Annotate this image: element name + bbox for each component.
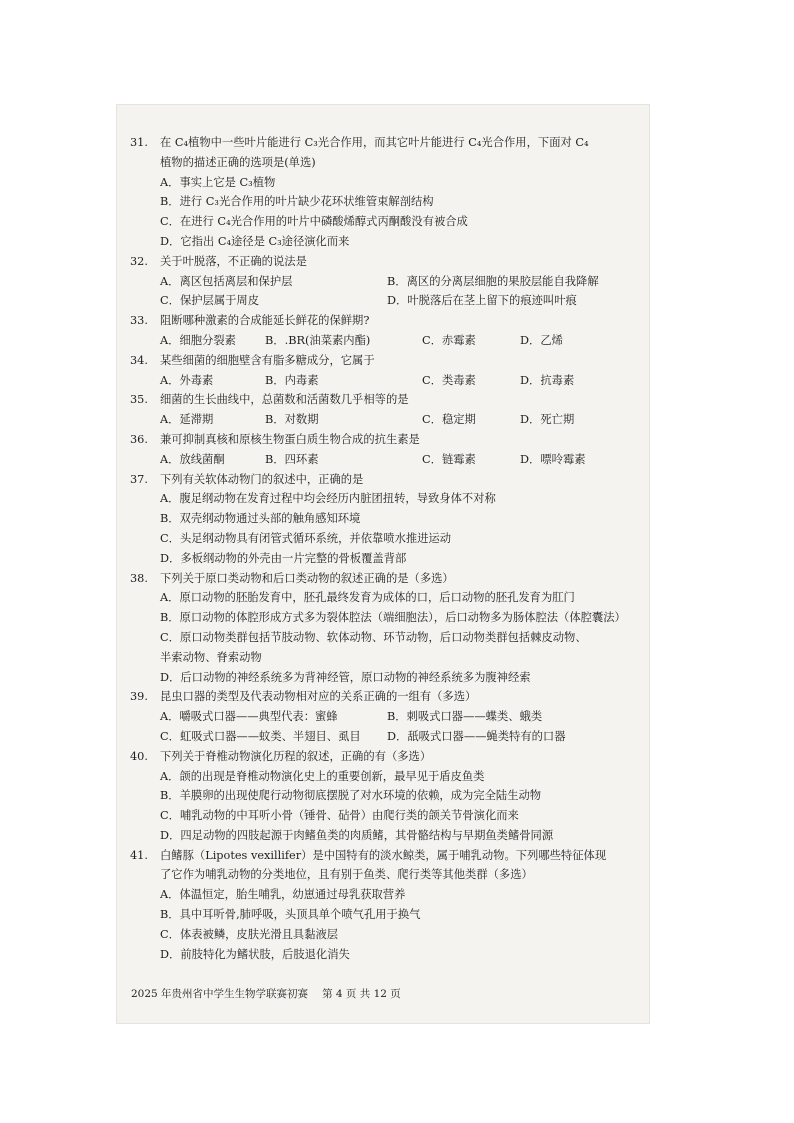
option-a: A．细胞分裂素 xyxy=(160,333,236,347)
option-c: C．链霉素 xyxy=(422,452,476,466)
question-34 xyxy=(130,351,642,391)
question-stem xyxy=(130,470,642,490)
option-a: A．嚼吸式口器——典型代表：蜜蜂 xyxy=(160,710,338,724)
question-number: 35. xyxy=(130,393,148,407)
question-text: 昆虫口器的类型及代表动物相对应的关系正确的一组有（多选） xyxy=(160,690,477,704)
option-a: A．放线菌酮 xyxy=(160,452,225,466)
question-number: 40. xyxy=(130,749,148,763)
option-b: B．对数期 xyxy=(265,413,319,427)
question-stem xyxy=(130,747,642,767)
question-33 xyxy=(130,311,642,351)
option-a: A．延滞期 xyxy=(160,413,214,427)
question-text: 兼可抑制真核和原核生物蛋白质生物合成的抗生素是 xyxy=(160,432,420,446)
question-35 xyxy=(130,390,642,430)
option-b: B．羊膜卵的出现使爬行动物彻底摆脱了对水环境的依赖，成为完全陆生动物 xyxy=(160,789,542,803)
question-stem xyxy=(130,311,642,331)
option-row xyxy=(130,450,642,470)
option-c: C．头足纲动物具有闭管式循环系统，并依靠喷水推进运动 xyxy=(160,531,452,545)
option-c: C．体表被鳞，皮肤光滑且具黏液层 xyxy=(160,927,339,941)
option-c: C．在进行 C₄光合作用的叶片中磷酸烯醇式丙酮酸没有被合成 xyxy=(160,215,468,229)
question-number: 38. xyxy=(130,571,148,585)
option-row xyxy=(130,291,642,311)
option-b: B．.BR(油菜素内酯) xyxy=(265,333,371,347)
question-37 xyxy=(130,470,642,569)
option-d: D．它指出 C₄途径是 C₃途径演化而来 xyxy=(160,234,350,248)
question-31 xyxy=(130,133,642,252)
option-row xyxy=(130,707,642,727)
option-row xyxy=(130,272,642,292)
exam-title: 2025 年贵州省中学生生物学联赛初赛 xyxy=(131,988,309,1000)
question-text: 下列关于脊椎动物演化历程的叙述，正确的有（多选） xyxy=(160,749,432,763)
option-b: B．离区的分离层细胞的果胶层能自我降解 xyxy=(387,274,599,288)
question-list xyxy=(130,133,642,964)
question-stem xyxy=(130,687,642,707)
question-text: 某些细菌的细胞壁含有脂多糖成分，它属于 xyxy=(160,353,375,367)
question-stem xyxy=(130,569,642,589)
question-text: 在 C₄植物中一些叶片能进行 C₃光合作用，而其它叶片能进行 C₄光合作用，下面对 C₄ xyxy=(160,136,589,149)
option-c: C．类毒素 xyxy=(422,373,476,387)
option-c: C．原口动物类群包括节肢动物、软体动物、环节动物，后口动物类群包括棘皮动物、 xyxy=(160,630,587,644)
option-b: B．四环素 xyxy=(265,452,319,466)
option-d: D．后口动物的神经系统多为背神经管，原口动物的神经系统多为腹神经索 xyxy=(160,670,531,684)
question-text: 细菌的生长曲线中，总菌数和活菌数几乎相等的是 xyxy=(160,393,409,407)
question-text: 下列有关软体动物门的叙述中，正确的是 xyxy=(160,472,364,486)
option-a: A．体温恒定，胎生哺乳，幼崽通过母乳获取营养 xyxy=(160,888,406,902)
question-number: 34. xyxy=(130,353,148,367)
question-text-continued: 了它作为哺乳动物的分类地位，且有别于鱼类、爬行类等其他类群（多选） xyxy=(160,868,533,882)
option-b: B．具中耳听骨,肺呼吸，头顶具单个喷气孔用于换气 xyxy=(160,908,421,922)
question-number: 33. xyxy=(130,314,148,328)
option-d: D．抗毒素 xyxy=(520,373,575,387)
option-c-continued: 半索动物、脊索动物 xyxy=(160,650,262,664)
exam-page xyxy=(117,105,649,1023)
question-number: 37. xyxy=(130,472,148,486)
question-36 xyxy=(130,430,642,470)
option-row xyxy=(130,727,642,747)
option-c: C．哺乳动物的中耳听小骨（锤骨、砧骨）由爬行类的颌关节骨演化而来 xyxy=(160,809,519,823)
option-d: D．舐吸式口器——蝇类特有的口器 xyxy=(387,729,566,743)
question-text: 阻断哪种激素的合成能延长鲜花的保鲜期? xyxy=(160,314,370,328)
question-number: 32. xyxy=(130,254,148,268)
option-d: D．死亡期 xyxy=(520,413,575,427)
option-d: D．嘌呤霉素 xyxy=(520,452,586,466)
option-d: D．前肢特化为鳍状肢，后肢退化消失 xyxy=(160,947,350,961)
question-text: 白鳍豚（Lipotes vexillifer）是中国特有的淡水鲸类，属于哺乳动物。下列哪些特征体现 xyxy=(160,848,607,862)
option-row xyxy=(130,331,642,351)
question-text-continued: 植物的描述正确的选项是(单选) xyxy=(160,155,316,169)
option-a: A．事实上它是 C₃植物 xyxy=(160,175,276,189)
option-b: B．双壳纲动物通过头部的触角感知环境 xyxy=(160,512,361,526)
option-a: A．外毒素 xyxy=(160,373,214,387)
question-40 xyxy=(130,747,642,846)
question-stem xyxy=(130,252,642,272)
option-c: C．保护层属于周皮 xyxy=(160,294,260,308)
option-d: D．乙烯 xyxy=(520,333,563,347)
option-d: D．多板纲动物的外壳由一片完整的骨板覆盖背部 xyxy=(160,551,407,565)
option-b: B．原口动物的体腔形成方式多为裂体腔法（端细胞法），后口动物多为肠体腔法（体腔囊法） xyxy=(160,611,626,625)
option-a: A．离区包括离层和保护层 xyxy=(160,274,293,288)
question-stem xyxy=(130,133,642,153)
option-b: B．内毒素 xyxy=(265,373,319,387)
question-number: 31. xyxy=(130,136,148,149)
option-c: C．虹吸式口器——蚊类、半翅目、虱目 xyxy=(160,729,361,743)
question-38 xyxy=(130,569,642,688)
option-row xyxy=(130,410,642,430)
page-number: 第 4 页 共 12 页 xyxy=(322,988,401,1000)
question-32 xyxy=(130,252,642,311)
question-39 xyxy=(130,687,642,746)
question-number: 41. xyxy=(130,848,148,862)
option-d: D．四足动物的四肢起源于肉鳍鱼类的肉质鳍，其骨骼结构与早期鱼类鳍骨同源 xyxy=(160,828,554,842)
option-a: A．原口动物的胚胎发育中，胚孔最终发育为成体的口，后口动物的胚孔发育为肛门 xyxy=(160,591,575,605)
page-footer xyxy=(131,986,631,1001)
question-stem xyxy=(130,846,642,866)
option-b: B．进行 C₃光合作用的叶片缺少花环状维管束解剖结构 xyxy=(160,195,434,209)
option-d: D．叶脱落后在茎上留下的痕迹叫叶痕 xyxy=(387,294,577,308)
question-41 xyxy=(130,846,642,965)
option-c: C．赤霉素 xyxy=(422,333,476,347)
option-a: A．腹足纲动物在发育过程中均会经历内脏团扭转，导致身体不对称 xyxy=(160,492,496,506)
question-stem xyxy=(130,390,642,410)
question-number: 36. xyxy=(130,432,148,446)
option-c: C．稳定期 xyxy=(422,413,476,427)
question-stem xyxy=(130,351,642,371)
question-text: 关于叶脱落，不正确的说法是 xyxy=(160,254,307,268)
question-number: 39. xyxy=(130,690,148,704)
option-row xyxy=(130,371,642,391)
option-b: B．刺吸式口器——蝶类、蛾类 xyxy=(387,710,543,724)
question-text: 下列关于原口类动物和后口类动物的叙述正确的是（多选） xyxy=(160,571,454,585)
option-a: A．颌的出现是脊椎动物演化史上的重要创新，最早见于盾皮鱼类 xyxy=(160,769,485,783)
question-stem xyxy=(130,430,642,450)
